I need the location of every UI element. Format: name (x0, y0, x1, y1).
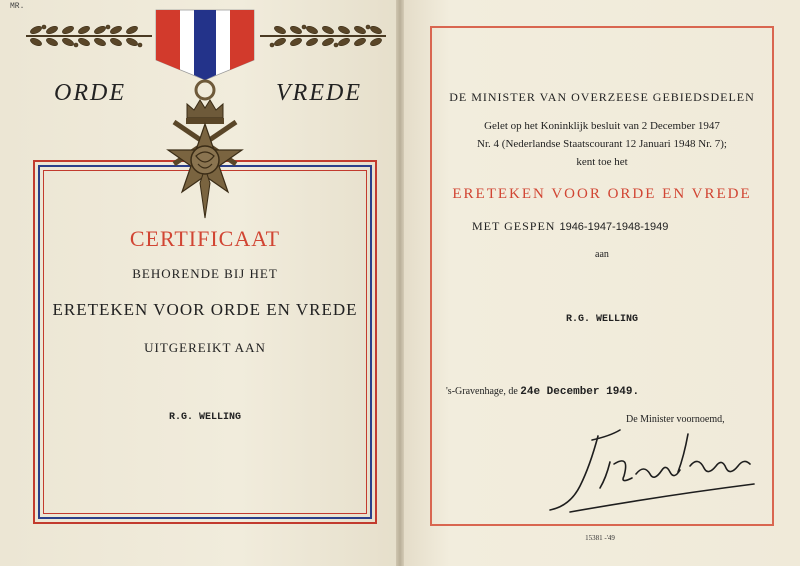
place-text: 's-Gravenhage, de (446, 386, 518, 397)
medal-icon (140, 8, 270, 228)
decree-line-3: kent toe het (576, 156, 628, 168)
place-date-line (446, 386, 639, 398)
award-name-right: ERETEKEN VOOR ORDE EN VREDE (452, 186, 752, 202)
minister-heading: DE MINISTER VAN OVERZEESE GEBIEDSDELEN (449, 90, 755, 104)
clasps-line (472, 219, 668, 234)
clasps-years: 1946-1947-1948-1949 (559, 221, 669, 233)
motto-orde: ORDE (54, 80, 126, 106)
decree-line-1: Gelet op het Koninklijk besluit van 2 December 1947 (484, 120, 720, 132)
minister-closing: De Minister voornoemd, (626, 414, 725, 425)
certificate-title: CERTIFICAAT (129, 226, 281, 251)
decree-line-2: Nr. 4 (Nederlandse Staatscourant 12 Januari 1948 Nr. 7); (477, 138, 727, 150)
aan-line: aan (595, 249, 609, 260)
recipient-name-left: R.G. WELLING (168, 412, 241, 423)
behorende-line: BEHORENDE BIJ HET (132, 266, 278, 281)
recipient-name-right: R.G. WELLING (565, 314, 638, 325)
date-text: 24e December 1949. (520, 386, 640, 398)
uitgereikt-line: UITGEREIKT AAN (144, 340, 266, 355)
laurel-branch-right (258, 22, 388, 50)
signature-image (540, 426, 760, 516)
document-number: 15381 -'49 (585, 534, 615, 542)
page-fold (396, 0, 404, 566)
corner-mark: MR. (10, 2, 25, 11)
clasps-label: MET GESPEN (472, 219, 556, 233)
motto-vrede: VREDE (276, 80, 362, 106)
laurel-branch-left (24, 22, 154, 50)
award-name-left: ERETEKEN VOOR ORDE EN VREDE (52, 300, 358, 319)
